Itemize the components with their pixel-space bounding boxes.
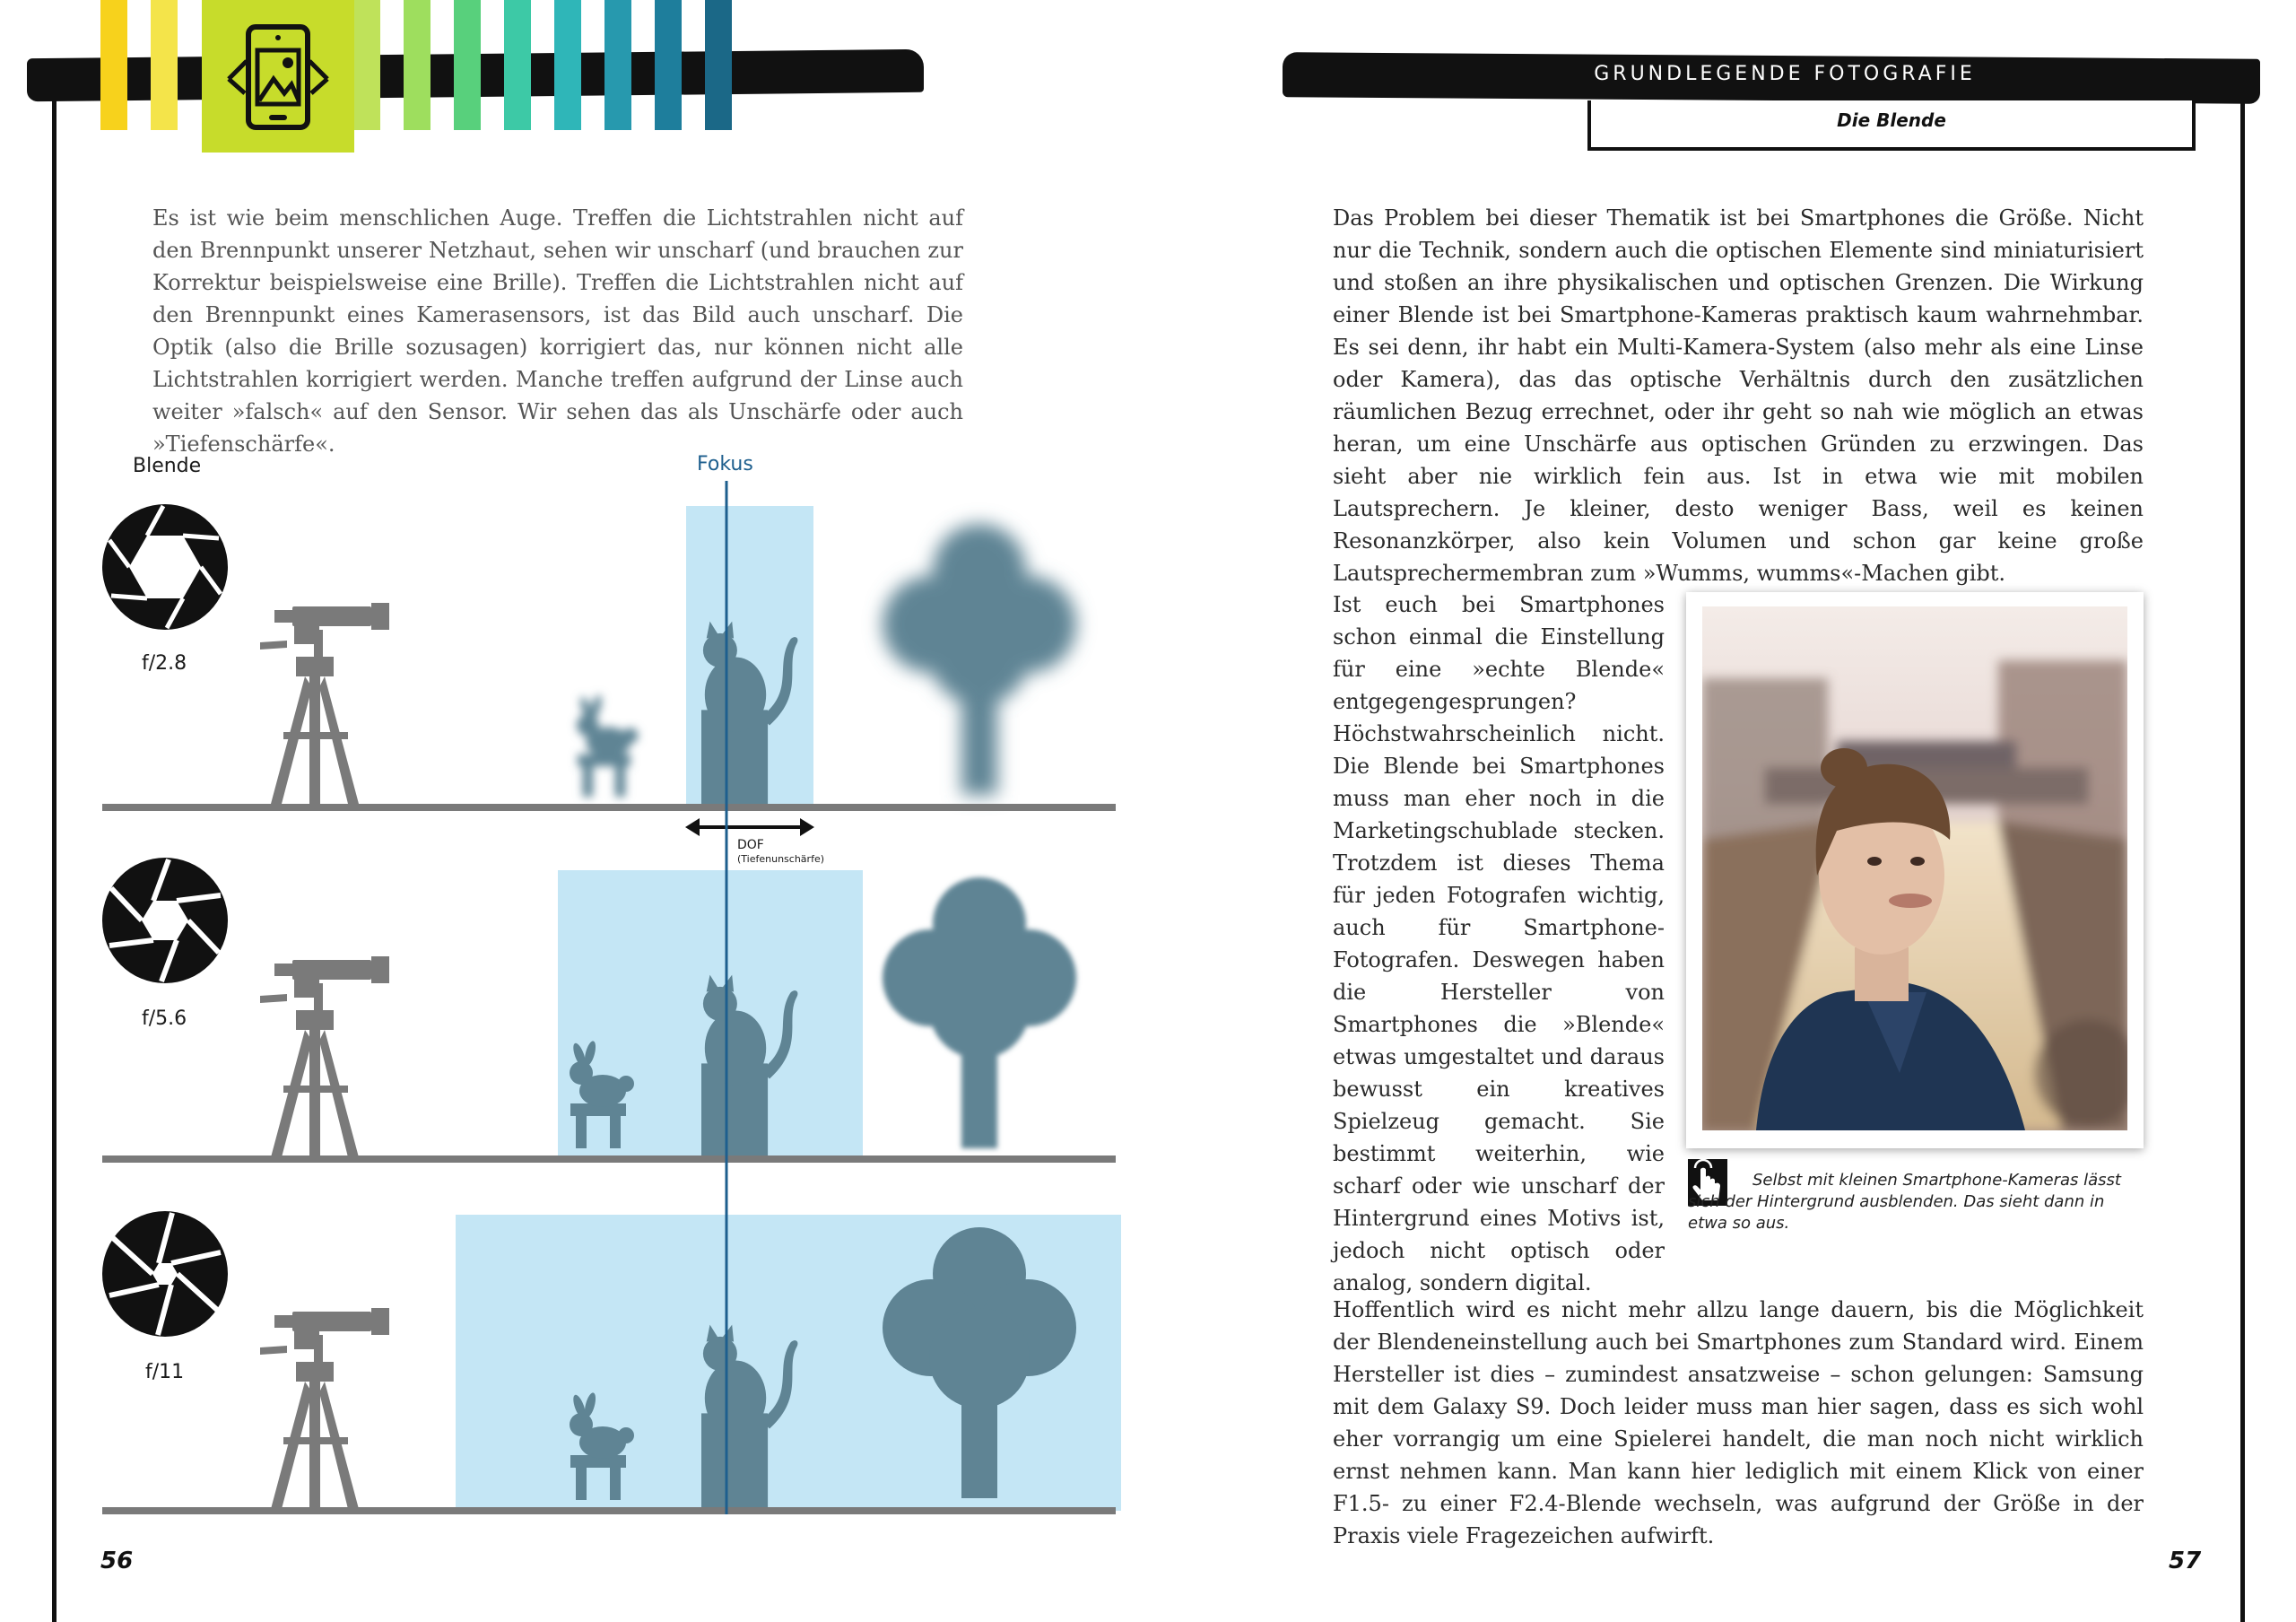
color-stripe xyxy=(705,0,732,130)
page-number-right: 57 xyxy=(2169,1548,2202,1574)
color-stripe xyxy=(554,0,581,130)
aperture-dof-diagram xyxy=(90,440,1121,1534)
right-paragraph-1: Das Problem bei dieser Thematik ist bei Smartphones die Größe. Nicht nur die Technik, sondern auch die optischen Elemente sind miniaturisiert und stoßen an ihre physikalischen und optischen Grenzen. Die Wirkung einer Blende ist bei Smartphone-Kameras praktisch kaum wahrnehmbar. Es sei denn, ihr habt ein Multi-Kamera-System (also mehr als eine Linse oder Kamera), das das optische Verhältnis durch den zusätzlichen räumlichen Bezug errechnet, oder ihr geht so nah wie möglich an etwas heran, um eine Unschärfe aus optischen Gründen zu erzwingen. Das sieht aber nie wirklich fein aus. Ist in etwa wie mit mobilen Lautsprechern. Je kleiner, desto weniger Bass, weil es keinen Resonanzkörper, also kein Volumen und schon gar keine große Lautsprechermembran zum »Wumms, wumms«-Machen gibt. xyxy=(1333,205,2144,586)
page-border-right xyxy=(2240,90,2245,1622)
color-stripe xyxy=(151,0,178,130)
aperture-label-f56: f/5.6 xyxy=(142,1007,187,1030)
aperture-f11-icon xyxy=(102,1211,228,1337)
aperture-f56-icon xyxy=(102,858,228,983)
fokus-label: Fokus xyxy=(697,453,753,475)
color-stripe xyxy=(353,0,380,130)
ground-line-1 xyxy=(102,804,1116,811)
aperture-label-f11: f/11 xyxy=(145,1361,185,1383)
color-stripe xyxy=(504,0,531,130)
color-stripe xyxy=(404,0,430,130)
dof-label: DOF xyxy=(737,838,764,852)
color-stripes xyxy=(100,0,755,130)
blende-label: Blende xyxy=(133,455,202,477)
aperture-label-f28: f/2.8 xyxy=(142,652,187,675)
chapter-label: Die Blende xyxy=(1837,109,1946,131)
dof-arrow xyxy=(685,818,814,836)
chapter-icon-box xyxy=(202,0,354,153)
photo-caption: Selbst mit kleinen Smartphone-Kameras lässt sich der Hintergrund ausblenden. Das sieht dann in etwa so aus. xyxy=(1688,1171,2121,1233)
color-stripe xyxy=(655,0,682,130)
smartphone-photo-icon xyxy=(202,0,354,153)
aperture-f28-icon xyxy=(102,504,228,630)
color-stripe xyxy=(604,0,631,130)
right-paragraph-2: Ist euch bei Smartphones schon einmal die Einstellung für eine »echte Blende« entgegengesprungen? Höchstwahrscheinlich nicht. Die Blende bei Smartphones muss man eher noch in die Marketingschublade stecken. Trotzdem ist dieses Thema für jeden Fotografen wichtig, auch für Smartphone-Fotografen. Deswegen haben die Hersteller von Smartphones die »Blende« etwas umgestaltet und daraus bewusst ein kreatives Spielzeug gemacht. Sie bestimmt weiterhin, wie scharf oder wie unscharf der Hintergrund eines Motivs ist, jedoch nicht optisch oder analog, sondern digital. xyxy=(1333,592,1665,1295)
color-stripe xyxy=(454,0,481,130)
ground-line-3 xyxy=(102,1507,1116,1514)
portrait-photo xyxy=(1702,606,2127,1130)
dof-sublabel: (Tiefenunschärfe) xyxy=(737,853,824,865)
photo-frame xyxy=(1686,592,2144,1148)
chapter-label-box xyxy=(1587,100,2196,151)
page-number-left: 56 xyxy=(100,1548,134,1574)
left-intro-paragraph: Es ist wie beim menschlichen Auge. Treffen die Lichtstrahlen nicht auf den Brennpunkt unserer Netzhaut, sehen wir unscharf (und brauchen zur Korrektur beispielsweise eine Brille). Treffen die Lichtstrahlen nicht auf den Brennpunkt eines Kamerasensors, ist das Bild auch unscharf. Die Optik (also die Brille sozusagen) korrigiert das, nur können nicht alle Lichtstrahlen korrigiert werden. Manche treffen aufgrund der Linse auch weiter »falsch« auf den Sensor. Wir sehen das als Unschärfe oder auch »Tiefenschärfe«. xyxy=(152,205,963,457)
right-paragraph-3: Hoffentlich wird es nicht mehr allzu lange dauern, bis die Möglichkeit der Blendeneinstellung auch bei Smartphones zum Standard wird. Einem Hersteller ist dies – zumindest ansatzweise – schon gelungen: Samsung mit dem Galaxy S9. Doch leider muss man hier sagen, dass es sich wohl eher vorrangig um eine Spielerei handelt, die man noch nicht wirklich ernst nehmen kann. Man kann hier lediglich mit einem Klick von einer F1.5- zu einer F2.4-Blende wechseln, was aufgrund der Größe in der Praxis viele Fragezeichen aufwirft. xyxy=(1333,1297,2144,1548)
color-stripe xyxy=(100,0,127,130)
section-title: GRUNDLEGENDE FOTOGRAFIE xyxy=(1594,63,1976,85)
page-border-left xyxy=(52,90,57,1622)
ground-line-2 xyxy=(102,1155,1116,1163)
